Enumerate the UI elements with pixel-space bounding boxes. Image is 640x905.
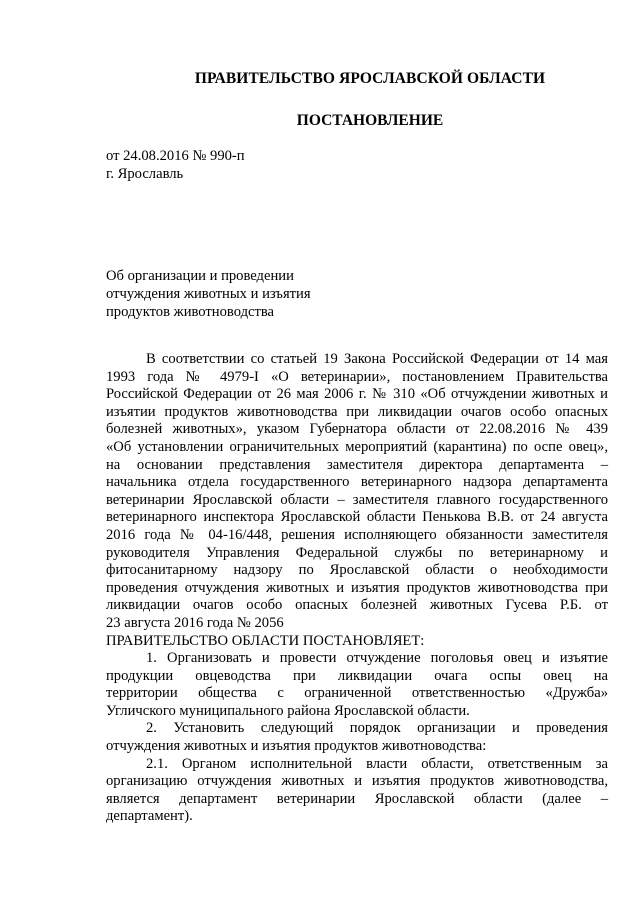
item-1-paragraph (106, 650, 608, 720)
text-line: изъятии продуктов животноводства при ликвидации очагов особо опасных (106, 403, 608, 420)
text-line: ветеринарии Ярославской области – заместителя главного государственного (106, 491, 608, 508)
text-line: территории общества с ограниченной ответственностью «Дружба» (106, 685, 608, 702)
text-line: Угличского муниципального района Ярославской области. (106, 702, 470, 719)
text-line: ликвидации очагов особо опасных болезней животных Гусева Р.Б. от (106, 597, 608, 614)
text-line: отчуждения животных и изъятия продуктов животноводства: (106, 738, 487, 755)
document-type-title: ПОСТАНОВЛЕНИЕ (296, 112, 444, 129)
subject-line: отчуждения животных и изъятия (106, 286, 311, 302)
document-body (106, 351, 608, 826)
item-2-1-paragraph (106, 756, 608, 826)
text-line: болезней животных», указом Губернатора области от 22.08.2016 № 439 (106, 421, 608, 438)
government-title: ПРАВИТЕЛЬСТВО ЯРОСЛАВСКОЙ ОБЛАСТИ (194, 70, 546, 87)
subject-line: Об организации и проведении (106, 268, 294, 284)
document-meta (106, 148, 245, 184)
text-line: на основании представления заместителя директора департамента – (106, 456, 608, 473)
text-line: 2. Установить следующий порядок организации и проведения (146, 720, 608, 737)
text-line: 2.1. Органом исполнительной власти области, ответственным за (146, 755, 608, 772)
text-line: В соответствии со статьей 19 Закона Российской Федерации от 14 мая (146, 351, 608, 367)
text-line: проведения отчуждения животных и изъятия продуктов животноводства при (106, 579, 608, 596)
text-line: 2016 года № 04-16/448, решения исполняющего обязанности заместителя (106, 526, 608, 543)
text-line: департамент). (106, 808, 193, 825)
resolves-line: ПРАВИТЕЛЬСТВО ОБЛАСТИ ПОСТАНОВЛЯЕТ: (106, 632, 425, 649)
text-line: 1993 года № 4979-I «О ветеринарии», постановлением Правительства (106, 368, 608, 385)
preamble-paragraph (106, 351, 608, 633)
subject-line: продуктов животноводства (106, 304, 275, 320)
text-line: фитосанитарному надзору по Ярославской области о необходимости (106, 562, 608, 579)
text-line: 1. Организовать и провести отчуждение поголовья овец и изъятие (146, 650, 608, 667)
item-2-paragraph (106, 720, 608, 755)
text-line: ветеринарного инспектора Ярославской области Пенькова В.В. от 24 августа (106, 509, 608, 526)
text-line: 23 августа 2016 года № 2056 (106, 614, 284, 631)
text-line: организацию отчуждения животных и изъятия продуктов животноводства, (106, 773, 608, 790)
text-line: продукции овцеводства при ликвидации очага оспы овец на (106, 667, 608, 684)
text-line: руководителя Управления Федеральной службы по ветеринарному и (106, 544, 608, 561)
date-number: от 24.08.2016 № 990-п (106, 148, 245, 164)
text-line: начальника отдела государственного ветеринарного надзора департамента (106, 474, 608, 491)
document-subject (106, 268, 311, 322)
text-line: является департамент ветеринарии Ярославской области (далее – (106, 790, 608, 807)
text-line: «Об установлении ограничительных мероприятий (карантина) по оспе овец», (106, 438, 608, 455)
text-line: Российской Федерации от 26 мая 2006 г. № 310 «Об отчуждении животных и (106, 386, 608, 403)
city: г. Ярославль (106, 166, 184, 182)
